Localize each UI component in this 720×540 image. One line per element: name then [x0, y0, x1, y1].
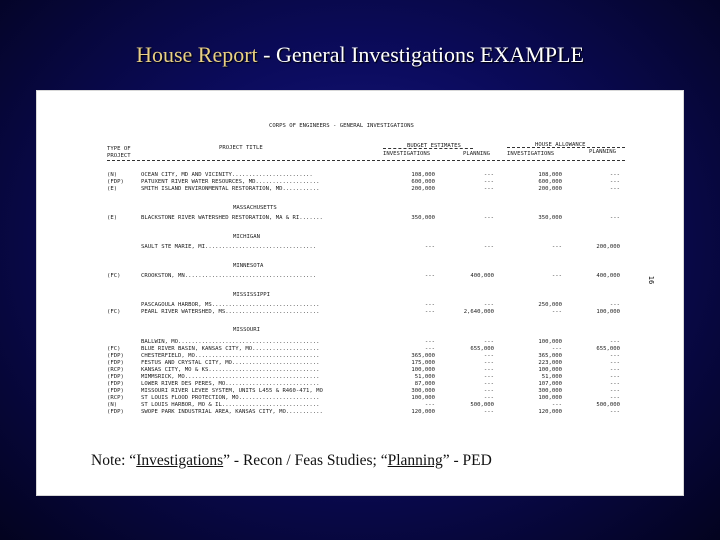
row-project-title: CHESTERFIELD, MO.....................................: [141, 353, 320, 359]
row-house-investigations: 100,000: [538, 339, 562, 345]
row-project-type: (N): [107, 172, 118, 178]
house-underline: [507, 147, 625, 148]
row-house-investigations: 100,000: [538, 395, 562, 401]
row-house-investigations: 100,000: [538, 367, 562, 373]
row-house-investigations: 600,000: [538, 179, 562, 185]
row-house-planning: ---: [609, 172, 620, 178]
row-house-investigations: ---: [551, 346, 562, 352]
row-budget-investigations: 100,000: [411, 395, 435, 401]
row-project-title: BALLWIN, MO..........................................: [141, 339, 320, 345]
row-budget-planning: ---: [483, 409, 494, 415]
row-budget-planning: ---: [483, 179, 494, 185]
row-budget-planning: ---: [483, 353, 494, 359]
row-project-type: (FDP): [107, 381, 124, 387]
row-house-planning: ---: [609, 353, 620, 359]
row-house-planning: ---: [609, 339, 620, 345]
row-budget-planning: 500,000: [470, 402, 494, 408]
row-project-type: (FC): [107, 309, 121, 315]
row-house-investigations: 108,000: [538, 172, 562, 178]
row-house-planning: ---: [609, 374, 620, 380]
row-project-title: BLUE RIVER BASIN, KANSAS CITY, MO....................: [141, 346, 320, 352]
col-header-plan1: PLANNING: [463, 151, 490, 157]
row-project-type: (FDP): [107, 360, 124, 366]
row-project-title: SWOPE PARK INDUSTRIAL AREA, KANSAS CITY, MO...........: [141, 409, 323, 415]
note-term-planning: Planning: [387, 452, 443, 469]
col-header-plan2: PLANNING: [589, 149, 616, 155]
note-prefix: Note: “: [91, 452, 137, 469]
row-budget-planning: ---: [483, 339, 494, 345]
row-house-investigations: 223,000: [538, 360, 562, 366]
row-budget-investigations: ---: [424, 339, 435, 345]
row-budget-investigations: 600,000: [411, 179, 435, 185]
row-project-title: CROOKSTON, MN.......................................: [141, 273, 317, 279]
row-project-title: FESTUS AND CRYSTAL CITY, MO..........................: [141, 360, 320, 366]
row-budget-investigations: 175,000: [411, 360, 435, 366]
row-budget-investigations: 300,000: [411, 388, 435, 394]
row-house-planning: 500,000: [596, 402, 620, 408]
row-house-planning: ---: [609, 388, 620, 394]
row-budget-planning: ---: [483, 374, 494, 380]
col-header-type: TYPE OF PROJECT: [107, 146, 131, 159]
state-heading: MISSOURI: [233, 327, 260, 333]
row-project-type: (RCP): [107, 367, 124, 373]
col-header-budget: BUDGET ESTIMATES: [407, 143, 461, 149]
row-project-title: PASCAGOULA HARBOR, MS................................: [141, 302, 320, 308]
budget-underline: [383, 148, 473, 149]
row-budget-planning: ---: [483, 186, 494, 192]
report-table: [37, 91, 685, 497]
header-rule: [107, 160, 625, 161]
row-house-planning: ---: [609, 302, 620, 308]
row-project-title: LOWER RIVER DES PERES, MO............................: [141, 381, 320, 387]
row-project-type: (E): [107, 215, 118, 221]
row-budget-planning: 400,000: [470, 273, 494, 279]
row-house-planning: ---: [609, 360, 620, 366]
slide-title: [0, 42, 720, 68]
row-house-planning: 200,000: [596, 244, 620, 250]
row-project-type: (FDP): [107, 409, 124, 415]
state-heading: MINNESOTA: [233, 263, 264, 269]
row-project-type: (N): [107, 402, 118, 408]
report-heading: CORPS OF ENGINEERS - GENERAL INVESTIGATIONS: [269, 123, 414, 129]
row-house-planning: 400,000: [596, 273, 620, 279]
row-budget-planning: 2,640,000: [463, 309, 494, 315]
row-house-investigations: ---: [551, 244, 562, 250]
row-budget-planning: 655,000: [470, 346, 494, 352]
row-house-planning: ---: [609, 186, 620, 192]
note-term-investigations: Investigations: [136, 452, 224, 469]
row-project-type: (FDP): [107, 179, 124, 185]
row-project-title: SMITH ISLAND ENVIRONMENTAL RESTORATION, MD...........: [141, 186, 320, 192]
row-project-title: PEARL RIVER WATERSHED, MS............................: [141, 309, 320, 315]
row-project-title: OCEAN CITY, MD AND VICINITY........................: [141, 172, 313, 178]
row-project-type: (RCP): [107, 395, 124, 401]
row-house-planning: ---: [609, 215, 620, 221]
row-project-type: (FC): [107, 346, 121, 352]
row-house-investigations: 365,000: [538, 353, 562, 359]
row-project-title: KANSAS CITY, MO & KS.................................: [141, 367, 320, 373]
row-budget-planning: ---: [483, 360, 494, 366]
row-house-planning: 100,000: [596, 309, 620, 315]
col-header-inv1: INVESTIGATIONS: [383, 151, 431, 157]
row-project-type: (FC): [107, 273, 121, 279]
row-house-investigations: ---: [551, 309, 562, 315]
row-house-planning: ---: [609, 367, 620, 373]
row-house-investigations: 250,000: [538, 302, 562, 308]
row-budget-planning: ---: [483, 381, 494, 387]
row-budget-planning: ---: [483, 395, 494, 401]
row-house-investigations: ---: [551, 273, 562, 279]
note-mid: ” - Recon / Feas Studies; “: [223, 452, 388, 469]
row-budget-investigations: ---: [424, 244, 435, 250]
row-budget-investigations: ---: [424, 273, 435, 279]
row-budget-investigations: ---: [424, 309, 435, 315]
row-budget-investigations: 120,000: [411, 409, 435, 415]
row-house-planning: ---: [609, 381, 620, 387]
row-budget-planning: ---: [483, 172, 494, 178]
row-budget-planning: ---: [483, 388, 494, 394]
row-project-title: MIMMSRICK, MO........................................: [141, 374, 320, 380]
row-budget-investigations: 108,000: [411, 172, 435, 178]
row-project-title: PATUXENT RIVER WATER RESOURCES, MD...................: [141, 179, 320, 185]
row-budget-investigations: ---: [424, 402, 435, 408]
row-house-investigations: 300,000: [538, 388, 562, 394]
row-project-title: BLACKSTONE RIVER WATERSHED RESTORATION, MA & RI.......: [141, 215, 323, 221]
row-house-investigations: 120,000: [538, 409, 562, 415]
row-project-title: MISSOURI RIVER LEVEE SYSTEM, UNITS L455 & R460-471, MO: [141, 388, 323, 394]
row-project-title: ST LOUIS FLOOD PROTECTION, MO........................: [141, 395, 320, 401]
row-budget-planning: ---: [483, 244, 494, 250]
row-budget-investigations: 87,000: [414, 381, 435, 387]
note-suffix: ” - PED: [442, 452, 492, 469]
document-scan: [36, 90, 684, 496]
row-project-type: (FDP): [107, 353, 124, 359]
page-number: 16: [647, 275, 656, 285]
row-house-planning: ---: [609, 409, 620, 415]
col-header-title: PROJECT TITLE: [219, 145, 263, 151]
col-header-house: HOUSE ALLOWANCE: [535, 142, 586, 148]
row-budget-investigations: ---: [424, 302, 435, 308]
row-budget-investigations: 350,000: [411, 215, 435, 221]
row-project-type: (FDP): [107, 388, 124, 394]
row-house-planning: 655,000: [596, 346, 620, 352]
row-budget-planning: ---: [483, 302, 494, 308]
row-project-type: (FDP): [107, 374, 124, 380]
row-budget-investigations: 365,000: [411, 353, 435, 359]
state-heading: MASSACHUSETTS: [233, 205, 277, 211]
row-house-investigations: 51,000: [541, 374, 562, 380]
row-house-investigations: 107,000: [538, 381, 562, 387]
row-project-title: ST LOUIS HARBOR, MO & IL.............................: [141, 402, 320, 408]
row-house-planning: ---: [609, 179, 620, 185]
row-house-planning: ---: [609, 395, 620, 401]
title-accent: House Report: [136, 42, 258, 67]
note-text: [91, 452, 651, 470]
state-heading: MICHIGAN: [233, 234, 260, 240]
row-house-investigations: 350,000: [538, 215, 562, 221]
row-house-investigations: 200,000: [538, 186, 562, 192]
col-header-inv2: INVESTIGATIONS: [507, 151, 555, 157]
row-budget-investigations: 51,000: [414, 374, 435, 380]
title-rest: - General Investigations EXAMPLE: [257, 42, 584, 67]
row-project-title: SAULT STE MARIE, MI.................................: [141, 244, 317, 250]
row-house-investigations: ---: [551, 402, 562, 408]
row-budget-planning: ---: [483, 215, 494, 221]
row-budget-investigations: 100,000: [411, 367, 435, 373]
row-project-type: (E): [107, 186, 118, 192]
row-budget-investigations: 200,000: [411, 186, 435, 192]
state-heading: MISSISSIPPI: [233, 292, 271, 298]
row-budget-investigations: ---: [424, 346, 435, 352]
row-budget-planning: ---: [483, 367, 494, 373]
